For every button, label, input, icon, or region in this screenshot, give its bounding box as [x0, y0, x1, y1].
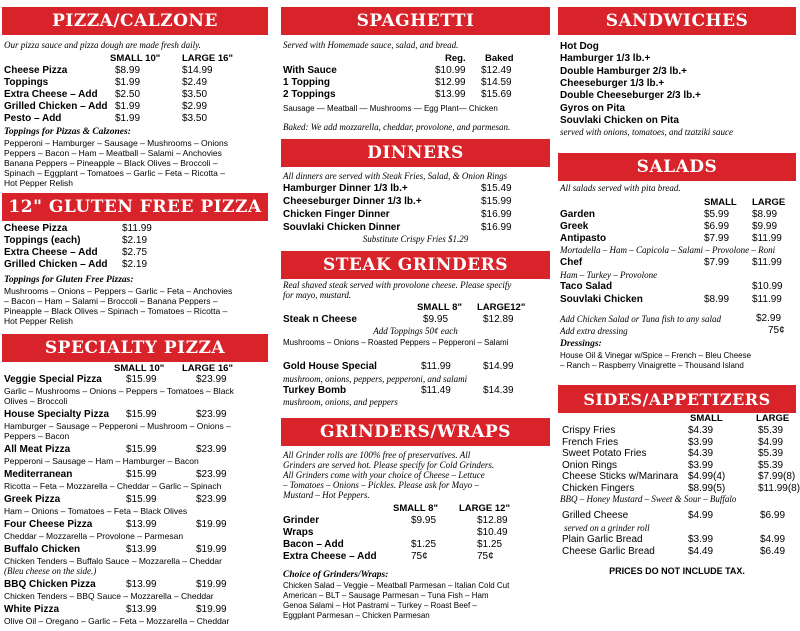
- item-name: With Sauce: [283, 65, 337, 76]
- item-name: Crispy Fries: [562, 425, 616, 436]
- item-name: Buffalo Chicken: [4, 544, 81, 555]
- menu-item: [2, 544, 268, 556]
- item-name: Chicken Finger Dinner: [283, 209, 390, 220]
- menu-item: [558, 78, 796, 90]
- menu-item: [2, 519, 268, 531]
- item-price-large: $2.49: [182, 77, 208, 88]
- tax-note: PRICES DO NOT INCLUDE TAX.: [609, 566, 745, 576]
- item-price-small: $1.99: [115, 101, 141, 112]
- desc-line: Garlic – Mushrooms – Onions – Peppers – Tomatoes – Black: [4, 386, 234, 396]
- menu-item: Steak n Cheese $9.95 $12.89: [283, 314, 514, 325]
- item-desc: [4, 421, 266, 441]
- item-name: Cheeseburger 1/3 lb.+: [560, 77, 665, 89]
- item-name: Antipasto: [560, 233, 607, 244]
- item-price-small: $15.99: [126, 494, 157, 505]
- item-desc: [4, 591, 266, 601]
- item-price-small: $1.25: [411, 539, 437, 550]
- menu-item: [2, 444, 268, 456]
- text-line: Mustard – Hot Peppers.: [283, 490, 370, 500]
- item-price-small: $15.99: [126, 409, 157, 420]
- item-desc: [4, 531, 266, 541]
- desc-line: Olive Oil – Oregano – Garlic – Feta – Mozzarella – Cheddar: [4, 616, 230, 626]
- item-name: Extra Cheese – Add: [4, 247, 98, 258]
- item-price-large: $5.39: [758, 459, 784, 471]
- item-name: Garden: [560, 209, 596, 220]
- item-name: Chicken Fingers: [562, 483, 635, 494]
- sides-header: SIDES/APPETIZERS: [558, 385, 796, 413]
- item-name: BBQ Chicken Pizza: [4, 579, 96, 590]
- item-name: Sweet Potato Fries: [562, 448, 647, 460]
- item-price-large: $5.39: [758, 448, 784, 460]
- item-price-large: $9.99: [752, 221, 778, 232]
- menu-item: [2, 65, 268, 77]
- text-line: Genoa Salami – Hot Pastrami – Turkey – Roast Beef –: [283, 601, 477, 610]
- spaghetti-list: Sausage — Meatball — Mushrooms — Egg Plant— Chicken: [283, 104, 498, 113]
- item-name: Souvlaki Chicken on Pita: [560, 114, 679, 126]
- item-price-small: 75¢: [411, 551, 428, 562]
- item-price-large: $19.99: [196, 519, 227, 530]
- steak-size-header: SMALL 8" LARGE12": [417, 302, 526, 313]
- menu-item: Grilled Cheese $4.99 $6.99: [562, 510, 786, 521]
- item-price-small: $13.99: [126, 544, 157, 555]
- text-line: Chicken Salad – Veggie – Meatball Parmesan – Italian Cold Cut: [283, 581, 510, 590]
- item-name: Bacon – Add: [283, 539, 344, 550]
- item-desc: mushroom, onions, peppers, pepperoni, and salami: [283, 374, 468, 384]
- menu-item: [2, 374, 268, 386]
- pizza-size-header: SMALL 10" LARGE 16": [110, 53, 233, 64]
- item-name: Souvlaki Chicken Dinner: [283, 222, 401, 233]
- item-name: Extra Cheese – Add: [283, 551, 377, 562]
- sandwiches-served: served with onions, tomatoes, and tzatziki sauce: [560, 127, 733, 137]
- item-desc: mushroom, onions, and peppers: [283, 397, 398, 407]
- item-price-small: $4.39: [688, 448, 714, 460]
- menu-item: [558, 66, 796, 78]
- item-name: 2 Toppings: [283, 89, 336, 100]
- dinners-header: DINNERS: [281, 139, 550, 167]
- item-price-small: $8.99: [115, 65, 141, 76]
- item-price-large: $23.99: [196, 494, 227, 505]
- gf-toppings: [4, 286, 266, 326]
- text-line: Peppers – Bacon – Ham – Meatball – Salami – Anchovies: [4, 148, 222, 158]
- text-line: American – BLT – Sausage Parmesan – Tuna Fish – Ham: [283, 591, 489, 600]
- item-desc: [4, 616, 266, 626]
- menu-item: [2, 469, 268, 481]
- item-name: Grilled Chicken – Add: [4, 101, 108, 112]
- item-price-small: $15.99: [126, 469, 157, 480]
- item-price-small: $13.99: [126, 579, 157, 590]
- item-price-small: $16.99: [481, 222, 512, 233]
- item-name: Four Cheese Pizza: [4, 519, 93, 530]
- item-name: House Specialty Pizza: [4, 409, 110, 420]
- menu-item: [558, 41, 796, 53]
- item-price-small: $4.39: [688, 425, 714, 436]
- text-line: Hot Pepper Relish: [4, 178, 73, 188]
- menu-item: [281, 551, 550, 563]
- desc-line: Hamburger – Sausage – Pepperoni – Mushroom – Onions –: [4, 421, 231, 431]
- item-price-small: $13.99: [126, 604, 157, 615]
- menu-item: [2, 409, 268, 421]
- grinders-choice-title: Choice of Grinders/Wraps:: [283, 570, 389, 580]
- item-name: Cheese Pizza: [4, 65, 68, 76]
- item-price-large: $19.99: [196, 604, 227, 615]
- sandwiches-header: SANDWICHES: [558, 7, 796, 35]
- item-price-small: $16.99: [481, 209, 512, 220]
- item-name: Double Cheeseburger 2/3 lb.+: [560, 90, 701, 102]
- salads-note: All salads served with pita bread.: [560, 183, 681, 193]
- menu-item: [281, 183, 550, 195]
- item-price-small: $13.99: [435, 89, 466, 100]
- item-price-small: $3.99: [688, 459, 714, 471]
- menu-item: [2, 101, 268, 113]
- item-price-small: $8.99(5): [688, 483, 726, 494]
- menu-item: Gold House Special $11.99 $14.99: [283, 361, 514, 372]
- item-name: Onion Rings: [562, 459, 618, 471]
- menu-item: Chef $7.99 $11.99: [560, 257, 782, 268]
- item-price-small: $13.99: [126, 519, 157, 530]
- text-line: Grinders are served hot. Please specify for Cold Grinders.: [283, 460, 495, 470]
- dressings-title: Dressings:: [560, 339, 602, 349]
- item-price-small: $15.99: [126, 444, 157, 455]
- item-price-small: $2.75: [122, 247, 148, 258]
- spaghetti-baked-note: Baked: We add mozzarella, cheddar, provolone, and parmesan.: [283, 122, 511, 132]
- item-price-large: $11.99(8): [758, 483, 800, 494]
- item-price-small: $5.99: [704, 209, 730, 220]
- text-line: Spinach – Eggplant – Tomatoes – Garlic – Feta – Ricotta –: [4, 168, 225, 178]
- menu-item: [558, 53, 796, 65]
- item-price-large: $23.99: [196, 374, 227, 385]
- menu-item: [2, 113, 268, 125]
- text-line: Pepperoni – Hamburger – Sausage – Mushrooms – Onions: [4, 138, 228, 148]
- item-name: All Meat Pizza: [4, 444, 71, 455]
- item-name: Grinder: [283, 515, 320, 526]
- desc-line: Chicken Tenders – Buffalo Sauce – Mozzarella – Cheddar: [4, 556, 222, 566]
- specialty-header: SPECIALTY PIZZA: [2, 334, 268, 362]
- menu-item: [2, 604, 268, 616]
- item-name: Mediterranean: [4, 469, 73, 480]
- text-line: Hot Pepper Relish: [4, 316, 73, 326]
- pizza-note: Our pizza sauce and pizza dough are made fresh daily.: [4, 40, 201, 50]
- salads-header: SALADS: [558, 153, 796, 181]
- desc-line: Pepperoni – Sausage – Ham – Hamburger – Bacon: [4, 456, 199, 466]
- item-price-large: $12.49: [481, 65, 512, 76]
- menu-item: [281, 209, 550, 221]
- steak-add-list: Mushrooms – Onions – Roasted Peppers – Pepperoni – Salami: [283, 338, 509, 347]
- item-name: Cheese Sticks w/Marinara: [562, 471, 679, 483]
- steak-header: STEAK GRINDERS: [281, 251, 550, 279]
- antipasto-desc: Mortadella – Ham – Capicola – Salami – Provolone – Roni: [560, 245, 776, 255]
- menu-item: [281, 196, 550, 208]
- menu-item: [2, 89, 268, 101]
- desc-line: Chicken Tenders – BBQ Sauce – Mozzarella – Cheddar: [4, 591, 214, 601]
- steak-add: Add Toppings 50¢ each: [373, 326, 458, 336]
- item-name: Veggie Special Pizza: [4, 374, 102, 385]
- item-name: Toppings (each): [4, 235, 81, 246]
- item-price-small: $4.99(4): [688, 471, 726, 483]
- spaghetti-header: SPAGHETTI: [281, 7, 550, 35]
- menu-item: [2, 259, 268, 271]
- desc-line: (Bleu cheese on the side.): [4, 566, 97, 576]
- text-line: All Grinder rolls are 100% free of preservatives. All: [283, 450, 471, 460]
- item-price-large: $5.39: [758, 425, 784, 436]
- spaghetti-note: Served with Homemade sauce, salad, and bread.: [283, 40, 459, 50]
- desc-line: Ricotta – Feta – Mozzarella – Cheddar – Garlic – Spinach: [4, 481, 222, 491]
- menu-item: [558, 460, 796, 472]
- item-name: Wraps: [283, 527, 314, 538]
- item-price-large: $3.50: [182, 89, 208, 100]
- menu-item: [281, 539, 550, 551]
- item-price-small: $2.50: [115, 89, 141, 100]
- item-name: Greek: [560, 221, 589, 232]
- item-price-small: $7.99: [704, 233, 730, 244]
- menu-item: [281, 89, 550, 101]
- salad-addon: Add extra dressing 75¢: [560, 325, 785, 336]
- grinders-note: [283, 450, 548, 500]
- chef-desc: Ham – Turkey – Provolone: [560, 270, 658, 280]
- dressings-list: House Oil & Vinegar w/Spice – French – Bleu Cheese – Ranch – Raspberry Vinaigrette – Thousand Island: [560, 351, 752, 370]
- menu-item: [2, 223, 268, 235]
- item-price-large: $19.99: [196, 544, 227, 555]
- menu-item: [281, 222, 550, 234]
- text-line: – Bacon – Ham – Salami – Broccoli – Banana Peppers –: [4, 296, 218, 306]
- item-price-large: $23.99: [196, 444, 227, 455]
- item-price-large: $3.50: [182, 113, 208, 124]
- item-price-large: $10.49: [477, 527, 508, 538]
- item-price-large: $19.99: [196, 579, 227, 590]
- grinders-size-header: SMALL 8" LARGE 12": [393, 503, 510, 514]
- menu-item: Souvlaki Chicken $8.99 $11.99: [560, 294, 782, 305]
- item-price-large: $1.25: [477, 539, 503, 550]
- item-name: Toppings: [4, 77, 49, 88]
- menu-item: [558, 448, 796, 460]
- item-name: Double Hamburger 2/3 lb.+: [560, 65, 687, 77]
- item-name: French Fries: [562, 436, 619, 448]
- menu-item: [2, 235, 268, 247]
- item-price-large: $14.99: [182, 65, 213, 76]
- menu-item: [558, 425, 796, 437]
- item-price-small: $12.99: [435, 77, 466, 88]
- menu-item: [558, 221, 796, 233]
- grinders-choice: [283, 581, 548, 621]
- salads-size-header: SMALL LARGE: [704, 197, 786, 208]
- dinners-note: All dinners are served with Steak Fries, Salad, & Onion Rings: [283, 171, 508, 181]
- gf-header: 12" GLUTEN FREE PIZZA: [2, 193, 268, 221]
- item-name: Pesto – Add: [4, 113, 62, 124]
- item-price-large: $15.69: [481, 89, 512, 100]
- item-name: Cheese Pizza: [4, 223, 68, 234]
- pizza-toppings-title: Toppings for Pizzas & Calzones:: [4, 127, 131, 137]
- item-name: Hamburger Dinner 1/3 lb.+: [283, 183, 408, 194]
- menu-item: Cheese Garlic Bread $4.49 $6.49: [562, 546, 786, 557]
- item-price-small: $15.99: [481, 196, 512, 207]
- menu-item: [281, 515, 550, 527]
- item-name: Hamburger 1/3 lb.+: [560, 53, 651, 65]
- item-desc: [4, 386, 266, 406]
- desc-line: Peppers – Bacon: [4, 431, 70, 441]
- menu-item: [558, 471, 796, 483]
- item-price-large: $4.99: [758, 436, 784, 448]
- specialty-size-header: SMALL 10" LARGE 16": [114, 363, 233, 374]
- item-price-small: $1.99: [115, 77, 141, 88]
- menu-item: [281, 77, 550, 89]
- item-price-small: $11.99: [122, 223, 152, 234]
- grilled-desc: served on a grinder roll: [564, 523, 650, 533]
- item-price-large: $7.99(8): [758, 471, 796, 483]
- menu-item: [2, 579, 268, 591]
- text-line: All Grinders come with your choice of Cheese – Lettuce: [283, 470, 485, 480]
- menu-item: [281, 65, 550, 77]
- menu-item: [2, 494, 268, 506]
- text-line: – Tomatoes – Onions – Pickles. Please ask for Mayo –: [283, 480, 479, 490]
- pizza-toppings: [4, 138, 266, 188]
- menu-item: Taco Salad $10.99: [560, 281, 783, 292]
- desc-line: Cheddar – Mozzarella – Provolone – Parmesan: [4, 531, 184, 541]
- item-price-small: $1.99: [115, 113, 141, 124]
- pizza-header: PIZZA/CALZONE: [2, 7, 268, 35]
- item-price-large: $23.99: [196, 469, 227, 480]
- item-name: Cheeseburger Dinner 1/3 lb.+: [283, 196, 422, 207]
- desc-line: Ham – Onions – Tomatoes – Feta – Black Olives: [4, 506, 188, 516]
- item-desc: [4, 556, 266, 576]
- item-price-small: $10.99: [435, 65, 466, 76]
- item-name: 1 Topping: [283, 77, 331, 88]
- grinders-header: GRINDERS/WRAPS: [281, 418, 550, 446]
- text-line: Pineapple – Black Olives – Spinach – Tomatoes – Ricotta –: [4, 306, 228, 316]
- item-desc: [4, 456, 266, 466]
- text-line: Eggplant Parmesan – Chicken Parmesan: [283, 611, 430, 620]
- item-price-small: $3.99: [688, 436, 714, 448]
- menu-item: [558, 233, 796, 245]
- dinners-sub: Substitute Crispy Fries $1.29: [362, 234, 469, 244]
- item-price-small: $15.49: [481, 183, 512, 194]
- item-name: Extra Cheese – Add: [4, 89, 98, 100]
- steak-note: Real shaved steak served with provolone cheese. Please specify for mayo, mustard.: [283, 280, 512, 300]
- text-line: Banana Peppers – Pineapple – Black Olives – Broccoli –: [4, 158, 218, 168]
- menu-item: [558, 115, 796, 127]
- item-price-large: $12.89: [477, 515, 508, 526]
- menu-item: [2, 77, 268, 89]
- item-price-large: $11.99: [752, 233, 782, 244]
- item-price-large: $23.99: [196, 409, 227, 420]
- menu-item: Turkey Bomb $11.49 $14.39: [283, 385, 514, 396]
- menu-item: [558, 437, 796, 449]
- sides-sauces: BBQ – Honey Mustard – Sweet & Sour – Buffalo: [560, 494, 737, 504]
- item-desc: [4, 506, 266, 516]
- item-price-large: $2.99: [182, 101, 208, 112]
- item-price-small: $2.19: [122, 259, 148, 270]
- menu-item: [558, 103, 796, 115]
- item-price-small: $9.95: [411, 515, 437, 526]
- salad-addon: Add Chicken Salad or Tuna fish to any salad $2.99: [560, 313, 782, 324]
- item-name: Gyros on Pita: [560, 102, 626, 114]
- item-desc: [4, 481, 266, 491]
- sides-size-header: SMALL LARGE: [690, 413, 790, 424]
- gf-toppings-title: Toppings for Gluten Free Pizzas:: [4, 275, 134, 285]
- menu-item: [2, 247, 268, 259]
- item-price-small: $2.19: [122, 235, 148, 246]
- menu-item: [281, 527, 550, 539]
- item-price-large: $8.99: [752, 209, 778, 220]
- item-price-large: $14.59: [481, 77, 512, 88]
- spaghetti-size-header: Reg. Baked: [445, 53, 514, 64]
- item-name: White Pizza: [4, 604, 60, 615]
- item-name: Hot Dog: [560, 41, 599, 52]
- desc-line: Olives – Broccoli: [4, 396, 68, 406]
- item-price-small: $6.99: [704, 221, 730, 232]
- item-price-small: $15.99: [126, 374, 157, 385]
- text-line: Mushrooms – Onions – Peppers – Garlic – Feta – Anchovies: [4, 286, 233, 296]
- menu-item: Plain Garlic Bread $3.99 $4.99: [562, 534, 786, 545]
- menu-item: [558, 209, 796, 221]
- item-name: Greek Pizza: [4, 494, 61, 505]
- item-name: Grilled Chicken – Add: [4, 259, 108, 270]
- item-price-large: 75¢: [477, 551, 494, 562]
- menu-item: [558, 90, 796, 102]
